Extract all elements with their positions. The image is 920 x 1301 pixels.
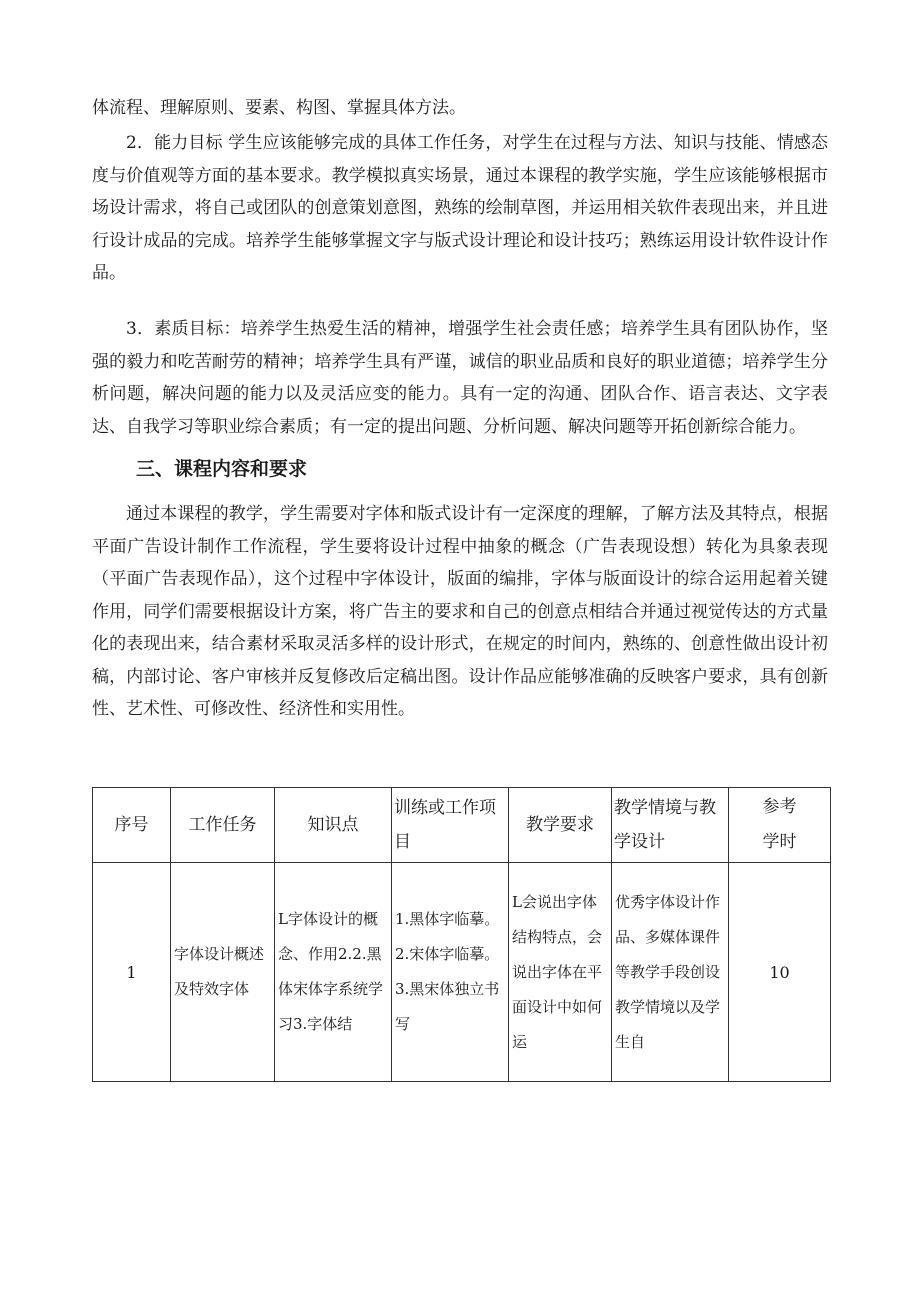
section-heading-course-content: 三、课程内容和要求 — [136, 458, 308, 480]
course-table — [92, 787, 831, 1082]
cell-hours: 10 — [729, 863, 831, 1082]
paragraph-course-content: 通过本课程的教学，学生需要对字体和版式设计有一定深度的理解，了解方法及其特点，根据平面广告设计制作工作流程，学生要将设计过程中抽象的概念（广告表现设想）转化为具象表现（平面广告表现作品），这个过程中字体设计，版面的编排，字体与版面设计的综合运用起着关键作用，同学们需要根据设计方案，将广告主的要求和自己的创意点相结合并通过视觉传达的方式量化的表现出来，结合素材采取灵活多样的设计形式，在规定的时间内，熟练的、创意性做出设计初稿，内部讨论、客户审核并反复修改后定稿出图。设计作品应能够准确的反映客户要求，具有创新性、艺术性、可修改性、经济性和实用性。 — [92, 504, 828, 719]
table-header-row — [93, 788, 831, 863]
cell-design: 优秀字体设计作品、多媒体课件等教学手段创设教学情境以及学生自 — [612, 863, 729, 1082]
cell-knowledge: L字体设计的概念、作用2.2.黑体宋体字系统学习3.字体结 — [275, 863, 392, 1082]
header-no: 序号 — [93, 788, 171, 863]
paragraph-ability-goal: 2．能力目标 学生应该能够完成的具体工作任务，对学生在过程与方法、知识与技能、情感态度与价值观等方面的基本要求。教学模拟真实场景，通过本课程的教学实施，学生应该能够根据市场设计需求，将自己或团队的创意策划意图，熟练的绘制草图，并运用相关软件表现出来，并且进行设计成品的完成。培养学生能够掌握文字与版式设计理论和设计技巧；熟练运用设计软件设计作品。 — [92, 133, 828, 283]
header-project: 训练或工作项目 — [392, 788, 509, 863]
header-requirement: 教学要求 — [509, 788, 612, 863]
header-task: 工作任务 — [171, 788, 275, 863]
header-knowledge: 知识点 — [275, 788, 392, 863]
cell-project: 1.黑体字临摹。2.宋体字临摹。3.黑宋体独立书写 — [392, 863, 509, 1082]
table-row — [93, 863, 831, 1082]
cell-requirement: L会说出字体结构特点，会说出字体在平面设计中如何运 — [509, 863, 612, 1082]
header-design: 教学情境与教学设计 — [612, 788, 729, 863]
paragraph-process: 体流程、理解原则、要素、构图、掌握具体方法。 — [92, 98, 466, 118]
header-hours: 参考学时 — [729, 788, 831, 863]
cell-task: 字体设计概述及特效字体 — [171, 863, 275, 1082]
paragraph-quality-goal: 3．素质目标：培养学生热爱生活的精神，增强学生社会责任感；培养学生具有团队协作，坚强的毅力和吃苦耐劳的精神；培养学生具有严谨，诚信的职业品质和良好的职业道德；培养学生分析问题，解决问题的能力以及灵活应变的能力。具有一定的沟通、团队合作、语言表达、文字表达、自我学习等职业综合素质；有一定的提出问题、分析问题、解决问题等开拓创新综合能力。 — [92, 319, 828, 437]
cell-no: 1 — [93, 863, 171, 1082]
